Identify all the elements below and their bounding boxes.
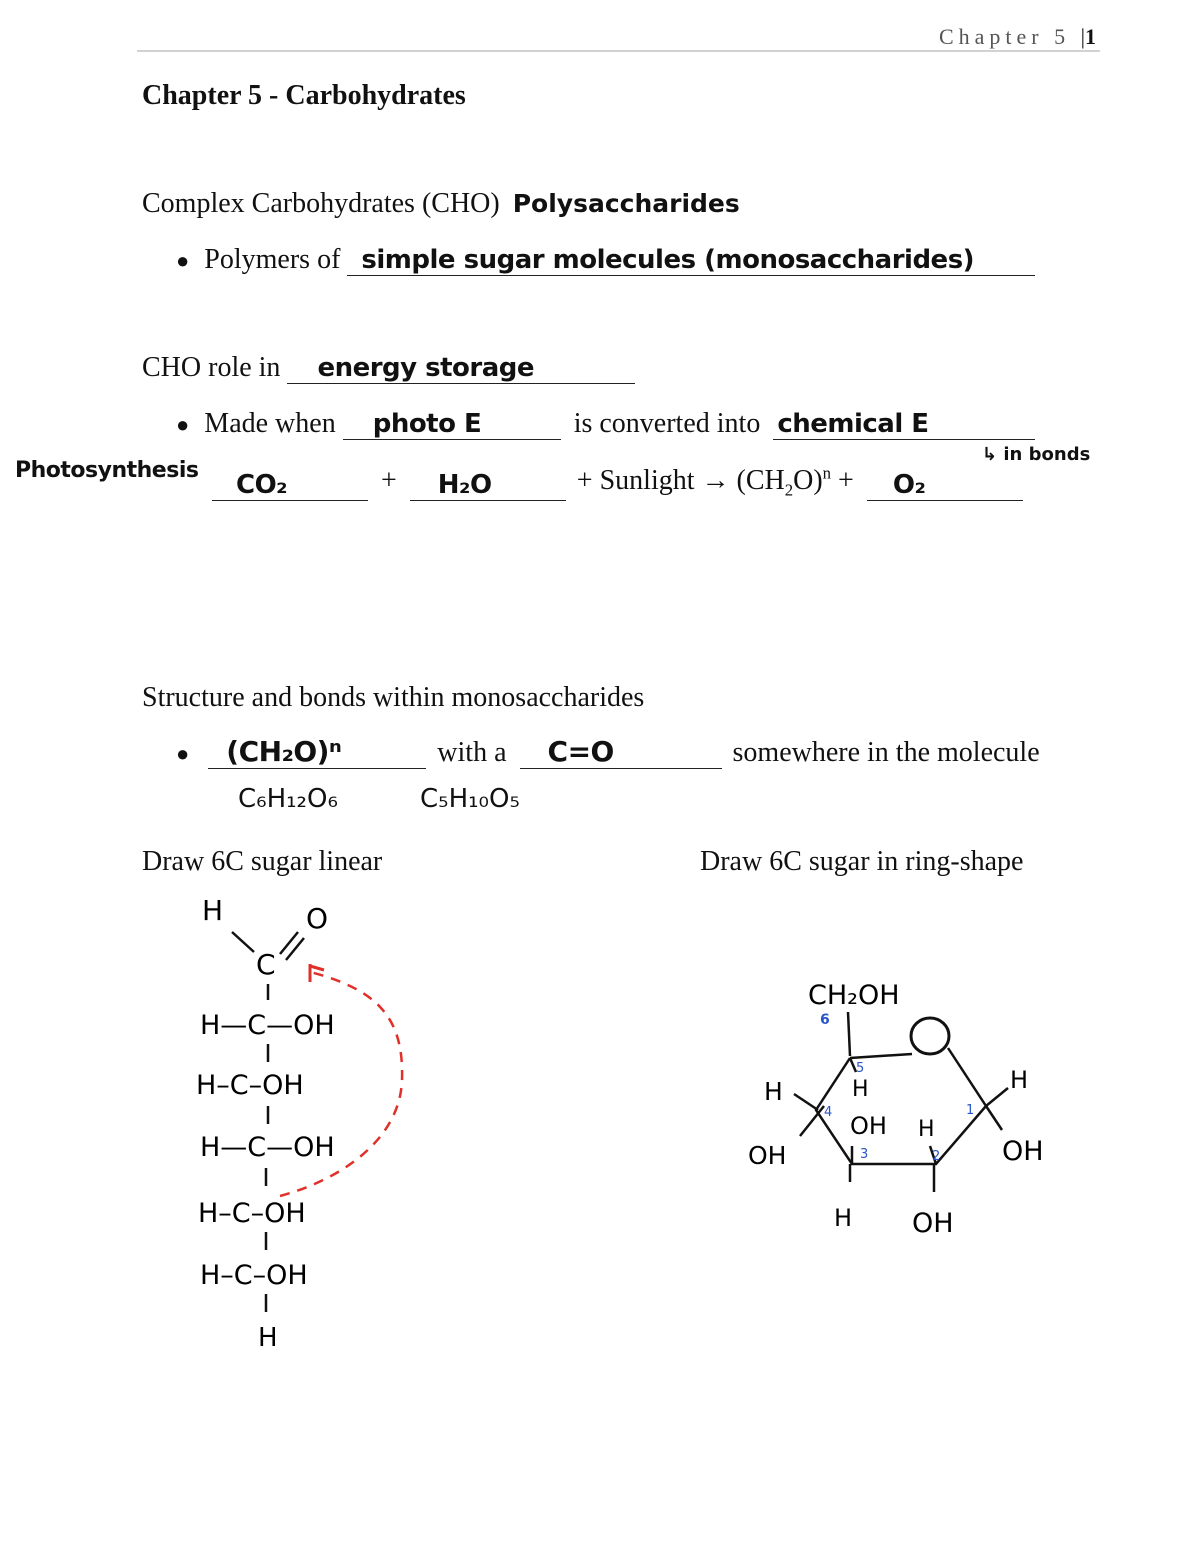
role-blank	[287, 353, 635, 384]
sunlight-prefix: + Sunlight → (CH	[576, 465, 785, 497]
made-when-answer: photo E	[372, 409, 482, 439]
reactant2-blank	[410, 470, 566, 501]
arrow-icon: ↳	[982, 444, 998, 465]
photosynthesis-label: Photosynthesis	[15, 458, 199, 483]
bullet-dot: ●	[176, 412, 190, 437]
ring-num-5: 5	[856, 1061, 865, 1076]
product-blank	[867, 470, 1023, 501]
ring-num-3: 3	[860, 1147, 869, 1162]
c1-oh-bond	[986, 1106, 1002, 1130]
photosynthesis-equation	[212, 464, 1023, 501]
structure-bullet	[176, 737, 1040, 769]
ring-label-oh: OH	[748, 1141, 787, 1170]
polymers-bullet	[176, 244, 1035, 276]
header-label: Chapter 5	[938, 24, 1071, 49]
bonds-note-text: in bonds	[1003, 444, 1091, 465]
c4-oh-bond	[800, 1106, 824, 1136]
example-formula-2: C₅H₁₀O₅	[420, 784, 520, 814]
ring-ch2oh: CH₂OH	[808, 980, 900, 1011]
plus-after: +	[831, 465, 854, 497]
ring-label-h: H	[764, 1077, 783, 1106]
linear-bottom-h: H	[258, 1323, 278, 1353]
complex-heading-line	[142, 188, 740, 220]
linear-top-h: H	[202, 894, 224, 927]
c4-h-bond	[794, 1094, 818, 1110]
role-answer: energy storage	[317, 353, 535, 383]
complex-heading: Complex Carbohydrates (CHO)	[142, 188, 500, 219]
ring-num-2: 2	[932, 1149, 941, 1164]
ring-glucose-drawing	[740, 960, 1060, 1250]
page-number: 1	[1085, 24, 1096, 49]
made-when-blank	[343, 409, 561, 440]
ring-oxygen	[911, 1018, 949, 1054]
header-rule	[137, 50, 1100, 52]
ring-label-oh: OH	[1002, 1136, 1044, 1167]
example-formula-1: C₆H₁₂O₆	[238, 784, 338, 814]
ring-num-6: 6	[820, 1012, 830, 1028]
ring-label-h: H	[834, 1204, 853, 1232]
linear-label: Draw 6C sugar linear	[142, 846, 383, 877]
header-separator: |	[1080, 24, 1085, 49]
group-answer: C=O	[547, 735, 614, 768]
ring-num-4: 4	[824, 1105, 833, 1120]
linear-double-bond-a	[280, 932, 298, 954]
ring-label-h: H	[918, 1117, 935, 1142]
ring-label: Draw 6C sugar in ring-shape	[700, 846, 1024, 877]
linear-row-5: H–C–OH	[200, 1260, 308, 1291]
reactant1-answer: CO₂	[236, 469, 288, 500]
linear-row-4: H–C–OH	[198, 1198, 306, 1229]
bullet-dot: ●	[176, 248, 190, 273]
linear-row-1: H—C—OH	[200, 1010, 335, 1041]
polymers-blank	[347, 245, 1035, 276]
with-a-text: with a	[437, 737, 507, 768]
linear-top-o: O	[306, 902, 329, 935]
ring-num-1: 1	[966, 1103, 975, 1118]
converted-blank	[773, 409, 1035, 440]
linear-h-bond	[232, 932, 254, 952]
bullet-dot: ●	[176, 741, 190, 766]
ring-c5-ch2oh-bond	[848, 1012, 850, 1056]
somewhere-text: somewhere in the molecule	[732, 737, 1040, 768]
sup-n: n	[822, 464, 832, 483]
reactant2-answer: H₂O	[437, 469, 492, 500]
polymers-prefix: Polymers of	[204, 244, 341, 275]
role-prefix: CHO role in	[142, 352, 281, 383]
running-header	[939, 24, 1096, 50]
polysaccharides-answer: Polysaccharides	[512, 189, 740, 218]
ring-bonds	[850, 1054, 912, 1058]
bonds-note	[982, 444, 1090, 465]
formula-answer: (CH₂O)ⁿ	[226, 735, 342, 768]
plus-sign: +	[381, 465, 397, 497]
reactant1-blank	[212, 470, 368, 501]
ring-label-h: H	[852, 1077, 869, 1102]
c1-h-bond	[986, 1088, 1008, 1106]
structure-heading: Structure and bonds within monosaccharides	[142, 682, 645, 713]
polymers-answer: simple sugar molecules (monosaccharides)	[361, 245, 975, 275]
converted-answer: chemical E	[777, 409, 929, 439]
made-when-bullet	[176, 408, 1035, 440]
ring-bonds	[816, 1048, 986, 1164]
sub-two: 2	[784, 480, 794, 500]
ring-label-oh: OH	[912, 1208, 954, 1239]
linear-double-bond-b	[286, 938, 304, 960]
group-blank	[520, 735, 722, 769]
converted-text: is converted into	[573, 408, 761, 439]
o-paren: O)	[793, 465, 823, 497]
ring-label-oh: OH	[850, 1112, 887, 1140]
made-when-prefix: Made when	[204, 408, 336, 439]
sunlight-text	[576, 464, 854, 500]
linear-glucose-drawing	[180, 880, 440, 1370]
linear-row-2: H–C–OH	[196, 1070, 304, 1101]
linear-top-c: C	[256, 948, 276, 981]
role-line	[142, 352, 635, 384]
ring-label-h: H	[1010, 1066, 1029, 1094]
formula-blank	[208, 735, 426, 769]
linear-row-3: H—C—OH	[200, 1132, 335, 1163]
product-answer: O₂	[892, 469, 926, 500]
page-title: Chapter 5 - Carbohydrates	[142, 80, 466, 111]
